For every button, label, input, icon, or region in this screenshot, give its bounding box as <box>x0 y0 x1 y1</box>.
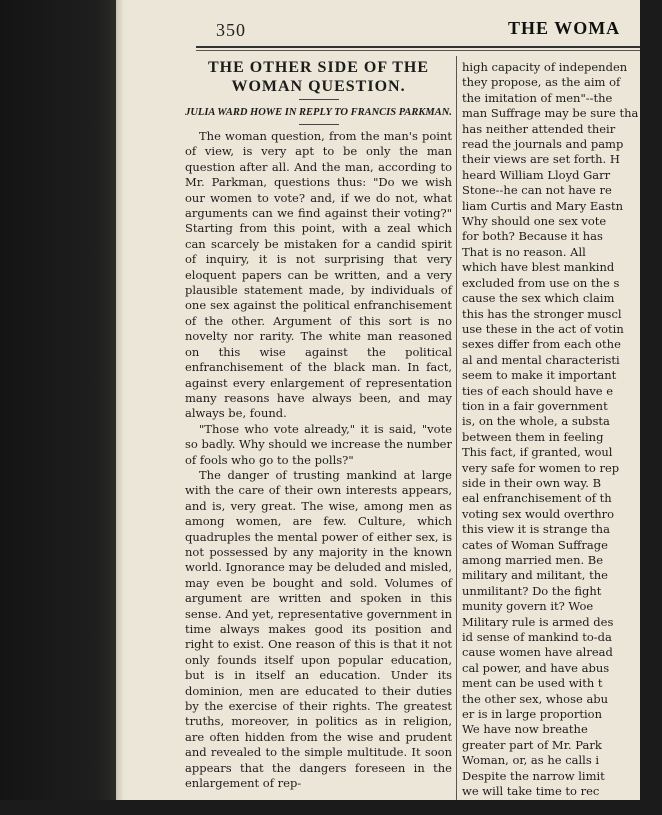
column2-line: read the journals and pamp <box>462 137 624 152</box>
column2-line: unmilitant? Do the fight <box>462 583 602 598</box>
column2-line: which have blest mankind <box>462 260 615 275</box>
column2-line: military and militant, the <box>462 568 608 583</box>
column2-line: of them. The argument <box>462 799 597 814</box>
column2-line: Woman, or, as he calls i <box>462 753 600 768</box>
article-column <box>185 58 452 791</box>
column2-line: high capacity of independen <box>462 60 628 74</box>
column2-line: cause women have alread <box>462 645 613 660</box>
column2-line: seem to make it important <box>462 368 617 383</box>
column2-line: ties of each should have e <box>462 383 614 398</box>
column2-line: al and mental characteristi <box>462 352 620 367</box>
column2-line: liam Curtis and Mary Eastn <box>462 198 624 213</box>
masthead: THE WOMA <box>508 18 621 38</box>
column2-line: their views are set forth. H <box>462 152 620 167</box>
column2-line: Despite the narrow limit <box>462 768 605 783</box>
article-subhead: JULIA WARD HOWE IN REPLY TO FRANCIS PARKMAN. <box>185 107 452 118</box>
column2-line: ment can be used with t <box>462 676 603 691</box>
column2-line: munity govern it? Woe <box>462 599 594 614</box>
column2-line: Why should one sex vote <box>462 214 607 229</box>
column2-line: side in their own way. B <box>462 475 602 490</box>
column2-line: tion in a fair government <box>462 398 608 413</box>
column2-line: cause the sex which claim <box>462 291 615 306</box>
column2-line: Military rule is armed des <box>462 614 614 629</box>
column2-line: We have now breathe <box>462 722 588 737</box>
header-rule-thin <box>196 50 640 51</box>
subhead-divider <box>299 124 339 125</box>
second-column <box>462 60 662 815</box>
column2-line: This fact, if granted, woul <box>462 445 613 460</box>
column2-line: eal enfranchisement of th <box>462 491 612 506</box>
column2-line: Stone--he can not have re <box>462 183 612 198</box>
column2-line: cal power, and have abus <box>462 660 610 675</box>
column2-line: this has the stronger muscl <box>462 306 622 321</box>
column2-line: excluded from use on the s <box>462 275 620 290</box>
column2-line: we will take time to rec <box>462 784 600 799</box>
column2-line: the other sex, whose abu <box>462 691 609 706</box>
column2-line: the imitation of men"--the <box>462 90 613 105</box>
headline-line-1: THE OTHER SIDE OF THE <box>207 59 430 76</box>
column2-line: between them in feeling <box>462 429 604 444</box>
column2-line: man Suffrage may be sure tha <box>462 106 639 121</box>
article-paragraph: The danger of trusting mankind at large with the care of their own interests appears, and is, very great. The wise, among men as among women, are few. Culture, which quadruples the mental power of either sex, is not possessed by any majority in the known world. Ignorance may be deluded and misled, may even be bought and sold. Volumes of argument are written and spoken in this sense. And yet, representative government in time always makes good its position and right to exist. One reason of this is that it not only founds itself upon popular education, but is in itself an education. Under its dominion, men are educated to their duties by the exercise of their rights. The greatest truths, moreover, in politics as in religion, are often hidden from the wise and prudent and revealed to the simple multitude. It soon appears that the dangers foreseen in the enlargement of rep- <box>185 467 452 791</box>
headline-divider <box>299 99 339 100</box>
header-rule <box>196 46 640 48</box>
column2-line: use these in the act of votin <box>462 321 624 336</box>
column-divider <box>456 56 457 800</box>
column2-line: very safe for women to rep <box>462 460 620 475</box>
newspaper-page <box>116 0 640 814</box>
column2-line: sexes differ from each othe <box>462 337 621 352</box>
page-number: 350 <box>216 20 246 40</box>
headline-line-2: WOMAN QUESTION. <box>231 78 406 95</box>
background-shadow <box>0 0 118 800</box>
column2-line: er is in large proportion <box>462 707 602 722</box>
article-paragraph: The woman question, from the man's point of view, is very apt to be only the man question after all. And the man, according to Mr. Parkman, questions thus: "Do we wish our women to vote? and, if we do not, what arguments can we find against their voting?" Starting from this point, with a zeal which can scarcely be mistaken for a candid spirit of inquiry, it is not surprising that very eloquent papers can be written, and a very plausible statement made, by individuals of one sex against the political enfranchisement of the other. Argument of this sort is no novelty nor rarity. The white man reasoned on this wise against the political enfranchisement of the black man. In fact, against every enlargement of representation many reasons have always been, and may always be, found. <box>185 129 452 421</box>
column2-line: among married men. Be <box>462 553 604 567</box>
column2-line: for both? Because it has <box>462 229 603 244</box>
column2-line: this view it is strange tha <box>462 522 610 537</box>
column2-line: greater part of Mr. Park <box>462 737 602 752</box>
article-headline <box>185 58 452 96</box>
column2-line: voting sex would overthro <box>462 506 615 521</box>
column2-line: heard William Lloyd Garr <box>462 167 611 182</box>
article-paragraph: "Those who vote already," it is said, "vote so badly. Why should we increase the number of fools who go to the polls?" <box>185 421 452 467</box>
column2-line: id sense of mankind to-da <box>462 630 612 645</box>
column2-line: they propose, as the aim of <box>462 75 621 90</box>
column2-line: cates of Woman Suffrage <box>462 537 608 552</box>
column2-line: is, on the whole, a substa <box>462 414 610 429</box>
column2-line: That is no reason. All <box>462 244 586 259</box>
column2-line: has neither attended their <box>462 121 616 136</box>
